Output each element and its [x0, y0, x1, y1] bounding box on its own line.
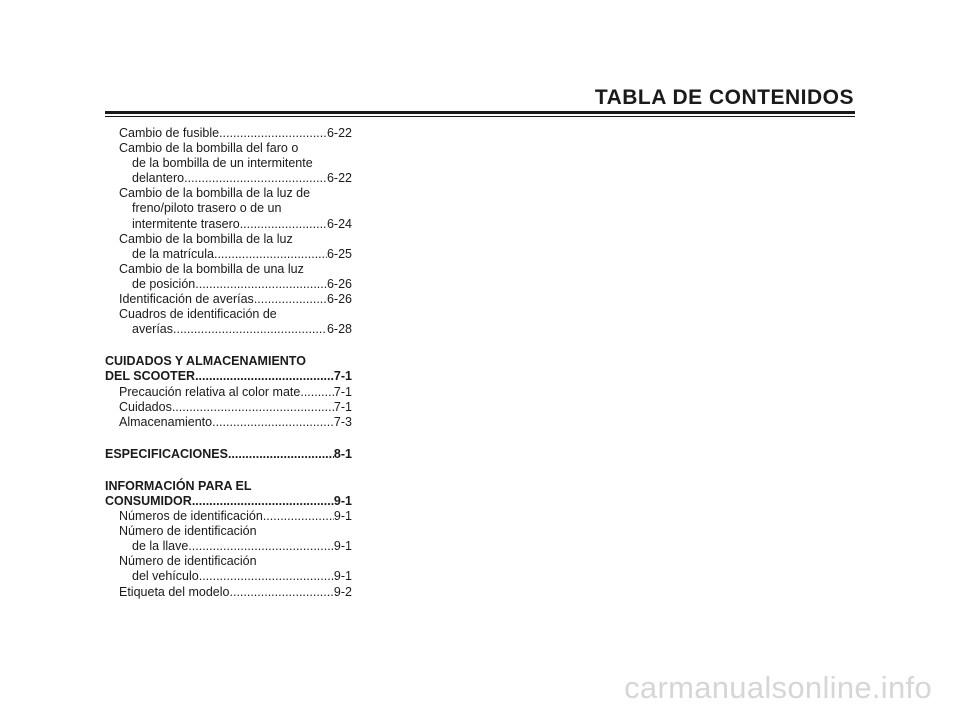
header-rule-thick — [105, 111, 855, 114]
toc-entry-text: de posición — [132, 276, 196, 291]
toc-entry-text: Número de identificación — [119, 524, 257, 539]
toc-section-heading[interactable] — [105, 494, 352, 509]
toc-entry[interactable] — [105, 292, 352, 307]
toc-entry-text: Almacenamiento — [119, 414, 213, 429]
toc-entry[interactable] — [105, 322, 352, 337]
toc-page-number: 7-1 — [333, 369, 352, 384]
toc-page-number: 6-28 — [326, 322, 352, 337]
toc-entry-text: INFORMACIÓN PARA EL — [105, 478, 252, 493]
toc-entry[interactable] — [105, 415, 352, 430]
toc-leader-dots — [228, 447, 334, 462]
toc-entry-text: CONSUMIDOR — [105, 493, 192, 508]
toc-entry-text: de la bombilla de un intermitente — [132, 156, 313, 171]
toc-entry — [105, 156, 352, 171]
toc-entry-text: Cambio de la bombilla del faro o — [119, 141, 299, 156]
toc-page-number: 9-2 — [333, 584, 352, 599]
toc-entry-text: Número de identificación — [119, 554, 257, 569]
toc-leader-dots — [172, 400, 334, 415]
toc-entry-text: freno/piloto trasero o de un — [132, 201, 282, 216]
toc-entry — [105, 554, 352, 569]
toc-leader-dots — [212, 415, 334, 430]
toc-entry[interactable] — [105, 217, 352, 232]
toc-page-number: 7-1 — [333, 399, 352, 414]
toc-leader-dots — [184, 171, 327, 186]
toc-leader-dots — [195, 277, 327, 292]
watermark-text: carmanualsonline.info — [624, 670, 932, 705]
toc-entry-text: de la llave — [132, 539, 189, 554]
toc-section-heading[interactable] — [105, 447, 352, 462]
section-gap — [105, 430, 352, 447]
toc-leader-dots — [195, 369, 334, 384]
toc-entry — [105, 186, 352, 201]
toc-entry-text: Cuidados — [119, 399, 172, 414]
toc-leader-dots — [300, 385, 334, 400]
toc-page-number: 6-22 — [326, 171, 352, 186]
toc-section-heading — [105, 479, 352, 494]
toc-entry — [105, 262, 352, 277]
toc-entry-text: Cuadros de identificación de — [119, 307, 277, 322]
toc-entry[interactable] — [105, 247, 352, 262]
toc-page-number: 6-26 — [326, 292, 352, 307]
toc-entry — [105, 307, 352, 322]
toc-page-number: 9-1 — [333, 493, 352, 508]
table-of-contents — [105, 126, 352, 600]
toc-entry — [105, 141, 352, 156]
page-title: TABLA DE CONTENIDOS — [594, 86, 854, 109]
toc-entry-text: Cambio de fusible — [119, 126, 220, 140]
toc-page-number: 6-26 — [326, 276, 352, 291]
toc-leader-dots — [219, 126, 327, 141]
header-rule-thin — [105, 116, 855, 117]
toc-entry-text: averías — [132, 322, 173, 337]
toc-section-heading — [105, 354, 352, 369]
toc-leader-dots — [173, 322, 327, 337]
toc-leader-dots — [263, 509, 334, 524]
toc-entry[interactable] — [105, 585, 352, 600]
toc-entry — [105, 524, 352, 539]
toc-entry-text: Precaución relativa al color mate — [119, 384, 301, 399]
toc-leader-dots — [254, 292, 327, 307]
toc-entry[interactable] — [105, 569, 352, 584]
toc-page-number: 9-1 — [333, 509, 352, 524]
toc-entry-text: Identificación de averías — [119, 292, 254, 307]
toc-entry[interactable] — [105, 539, 352, 554]
toc-leader-dots — [188, 539, 334, 554]
toc-page-number: 6-22 — [326, 126, 352, 140]
toc-entry[interactable] — [105, 385, 352, 400]
toc-leader-dots — [214, 247, 327, 262]
toc-entry-text: del vehículo — [132, 569, 199, 584]
toc-entry[interactable] — [105, 277, 352, 292]
toc-page-number: 6-25 — [326, 246, 352, 261]
toc-entry[interactable] — [105, 126, 352, 141]
toc-entry[interactable] — [105, 171, 352, 186]
toc-page-number: 9-1 — [333, 539, 352, 554]
toc-page-number: 7-1 — [333, 384, 352, 399]
section-gap — [105, 337, 352, 354]
toc-section-heading[interactable] — [105, 369, 352, 384]
toc-leader-dots — [192, 494, 334, 509]
toc-page-number: 6-24 — [326, 216, 352, 231]
toc-entry-text: Cambio de la bombilla de la luz — [119, 231, 293, 246]
toc-page-number: 8-1 — [333, 446, 352, 461]
toc-entry-text: ESPECIFICACIONES — [105, 446, 228, 461]
toc-leader-dots — [230, 585, 334, 600]
toc-entry-text: Cambio de la bombilla de la luz de — [119, 186, 311, 201]
toc-entry-text: intermitente trasero — [132, 216, 240, 231]
section-gap — [105, 462, 352, 479]
toc-entry-text: Números de identificación — [119, 509, 263, 524]
toc-page-number: 9-1 — [333, 569, 352, 584]
toc-entry-text: delantero — [132, 171, 185, 186]
toc-entry — [105, 201, 352, 216]
toc-entry-text: de la matrícula — [132, 246, 214, 261]
toc-entry-text: Etiqueta del modelo — [119, 584, 230, 599]
toc-entry — [105, 232, 352, 247]
toc-entry[interactable] — [105, 400, 352, 415]
toc-entry-text: Cambio de la bombilla de una luz — [119, 261, 304, 276]
toc-leader-dots — [240, 217, 327, 232]
toc-page-number: 7-3 — [333, 414, 352, 429]
toc-entry-text: DEL SCOOTER — [105, 369, 196, 384]
toc-entry-text: CUIDADOS Y ALMACENAMIENTO — [105, 354, 306, 369]
toc-entry[interactable] — [105, 509, 352, 524]
toc-leader-dots — [199, 569, 334, 584]
